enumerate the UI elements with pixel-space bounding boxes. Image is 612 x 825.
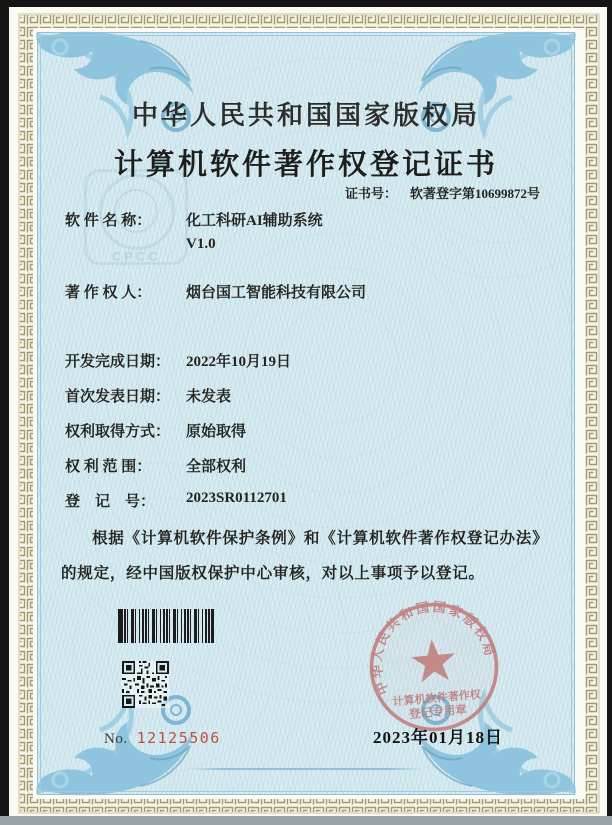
field-value: 未发表 (186, 389, 232, 405)
certificate-title: 计算机软件著作权登记证书 (113, 149, 498, 181)
field-value: 化工科研AI辅助系统 (186, 213, 323, 229)
field-row-copyright-owner (65, 281, 366, 302)
seal-line2: 登记专用章 (408, 703, 468, 722)
field-label: 权利取得方式： (65, 424, 171, 440)
barcode (118, 609, 214, 643)
field-label: 开发完成日期： (65, 354, 171, 370)
field-row-first-publish-date (65, 385, 231, 406)
field-value: 全部权利 (186, 459, 247, 475)
issue-date: 2023年01月18日 (373, 728, 503, 747)
field-row-registration-number (65, 490, 287, 511)
field-value-version: V1.0 (186, 236, 216, 252)
official-seal (360, 593, 507, 740)
issuer-title: 中华人民共和国国家版权局 (131, 101, 480, 130)
field-row-completion-date (65, 350, 291, 371)
field-label: 首次发表日期： (65, 389, 171, 405)
field-row-acquisition-method (65, 420, 246, 441)
serial-label: No. (104, 731, 128, 747)
seal-line1: 计算机软件著作权 (392, 688, 482, 709)
field-label: 著 作 权 人： (65, 285, 152, 301)
certificate-number-line (345, 183, 540, 202)
field-value: 烟台国工智能科技有限公司 (186, 285, 367, 301)
serial-number-line (104, 729, 221, 748)
field-row-software-name (65, 209, 323, 253)
field-row-rights-scope (65, 455, 246, 476)
seal-ring-text: 中华人民共和国国家版权局 (368, 599, 499, 698)
watermark-text: CPCC (111, 249, 161, 264)
guilloche-field (37, 32, 575, 795)
certificate-number-value: 软著登字第10699872号 (409, 186, 540, 201)
field-value: 原始取得 (186, 424, 247, 440)
registration-statement: 根据《计算机软件保护条例》和《计算机软件著作权登记办法》的规定，经中国版权保护中心审核，对以上事项予以登记。 (61, 530, 549, 582)
field-label: 权 利 范 围： (65, 459, 152, 475)
qr-code (122, 661, 169, 708)
bottom-rule (188, 768, 424, 770)
serial-number: 12125506 (136, 729, 221, 747)
field-label: 软 件 名 称： (65, 213, 152, 229)
field-value: 2022年10月19日 (186, 354, 292, 370)
certificate-number-label: 证书号： (344, 186, 397, 201)
field-value: 2023SR0112701 (186, 490, 287, 506)
field-label: 登 记 号： (65, 494, 156, 510)
